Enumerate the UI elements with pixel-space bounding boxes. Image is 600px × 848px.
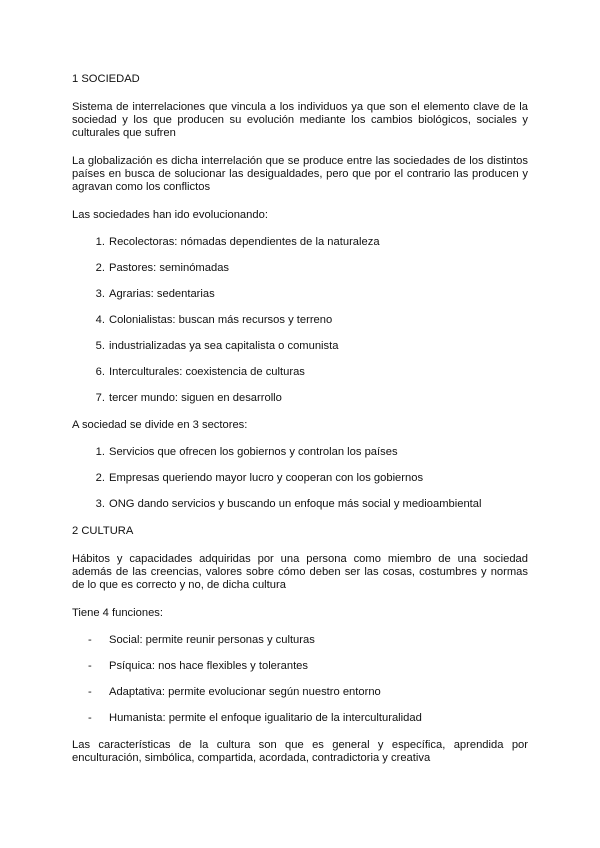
- list-item-text: Empresas queriendo mayor lucro y cooperan con los gobiernos: [109, 472, 424, 484]
- paragraph-cultura-characteristics: Las características de la cultura son que es general y específica, aprendida por enculturación, simbólica, compartida, acordada, contradictoria y creativa: [72, 739, 528, 764]
- list-item: [72, 634, 528, 647]
- list-number: 1.: [95, 446, 105, 458]
- list-item-text: ONG dando servicios y buscando un enfoque más social y medioambiental: [109, 498, 482, 510]
- paragraph-cultura-definition: Hábitos y capacidades adquiridas por una persona como miembro de una sociedad además de las creencias, valores sobre cómo deben ser las cosas, costumbres y normas de lo que es correcto y no, de dicha cultura: [72, 553, 528, 591]
- list-number: 3.: [95, 288, 105, 300]
- paragraph-evolution-intro: Las sociedades han ido evolucionando:: [72, 209, 268, 221]
- functions-list: [72, 634, 528, 725]
- list-item-text: Servicios que ofrecen los gobiernos y controlan los países: [109, 446, 398, 458]
- sectors-list: [72, 446, 528, 511]
- list-item-text: Colonialistas: buscan más recursos y terreno: [109, 314, 333, 326]
- list-item-text: Recolectoras: nómadas dependientes de la naturaleza: [109, 236, 380, 248]
- evolution-list: [72, 236, 528, 405]
- list-item: [72, 712, 528, 725]
- list-bullet: -: [88, 660, 92, 672]
- list-item-text: Social: permite reunir personas y culturas: [109, 634, 315, 646]
- list-number: 5.: [95, 340, 105, 352]
- list-bullet: -: [88, 712, 92, 724]
- list-number: 6.: [95, 366, 105, 378]
- paragraph-functions-intro: Tiene 4 funciones:: [72, 607, 164, 619]
- list-item-text: tercer mundo: siguen en desarrollo: [109, 392, 282, 404]
- list-item: [72, 262, 528, 275]
- list-item: [72, 446, 528, 459]
- list-number: 1.: [95, 236, 105, 248]
- list-item-text: Agrarias: sedentarias: [109, 288, 215, 300]
- list-item: [72, 498, 528, 511]
- list-item: [72, 314, 528, 327]
- list-number: 2.: [95, 262, 105, 274]
- list-number: 3.: [95, 498, 105, 510]
- paragraph-sectors-intro: A sociedad se divide en 3 sectores:: [72, 419, 248, 431]
- document-page: [72, 73, 528, 780]
- list-item: [72, 686, 528, 699]
- list-item: [72, 340, 528, 353]
- paragraph-sociedad-definition: Sistema de interrelaciones que vincula a los individuos ya que son el elemento clave de la sociedad y los que producen su evolución mediante los cambios biológicos, sociales y culturales que sufren: [72, 101, 528, 139]
- list-bullet: -: [88, 634, 92, 646]
- list-item: [72, 392, 528, 405]
- paragraph-globalizacion: La globalización es dicha interrelación que se produce entre las sociedades de los distintos países en busca de solucionar las desigualdades, pero que por el contrario las producen y agravan como los conflictos: [72, 155, 528, 193]
- list-item-text: Pastores: seminómadas: [109, 262, 230, 274]
- list-item-text: Interculturales: coexistencia de culturas: [109, 366, 305, 378]
- section-title-cultura: 2 CULTURA: [72, 525, 134, 537]
- list-number: 7.: [95, 392, 105, 404]
- list-item: [72, 366, 528, 379]
- list-number: 2.: [95, 472, 105, 484]
- list-item: [72, 660, 528, 673]
- list-bullet: -: [88, 686, 92, 698]
- list-number: 4.: [95, 314, 105, 326]
- list-item-text: Psíquica: nos hace flexibles y tolerantes: [109, 660, 308, 672]
- list-item: [72, 236, 528, 249]
- list-item-text: Humanista: permite el enfoque igualitario de la interculturalidad: [109, 712, 422, 724]
- list-item: [72, 288, 528, 301]
- list-item: [72, 472, 528, 485]
- section-title-sociedad: 1 SOCIEDAD: [72, 73, 140, 85]
- list-item-text: industrializadas ya sea capitalista o comunista: [109, 340, 339, 352]
- list-item-text: Adaptativa: permite evolucionar según nuestro entorno: [109, 686, 381, 698]
